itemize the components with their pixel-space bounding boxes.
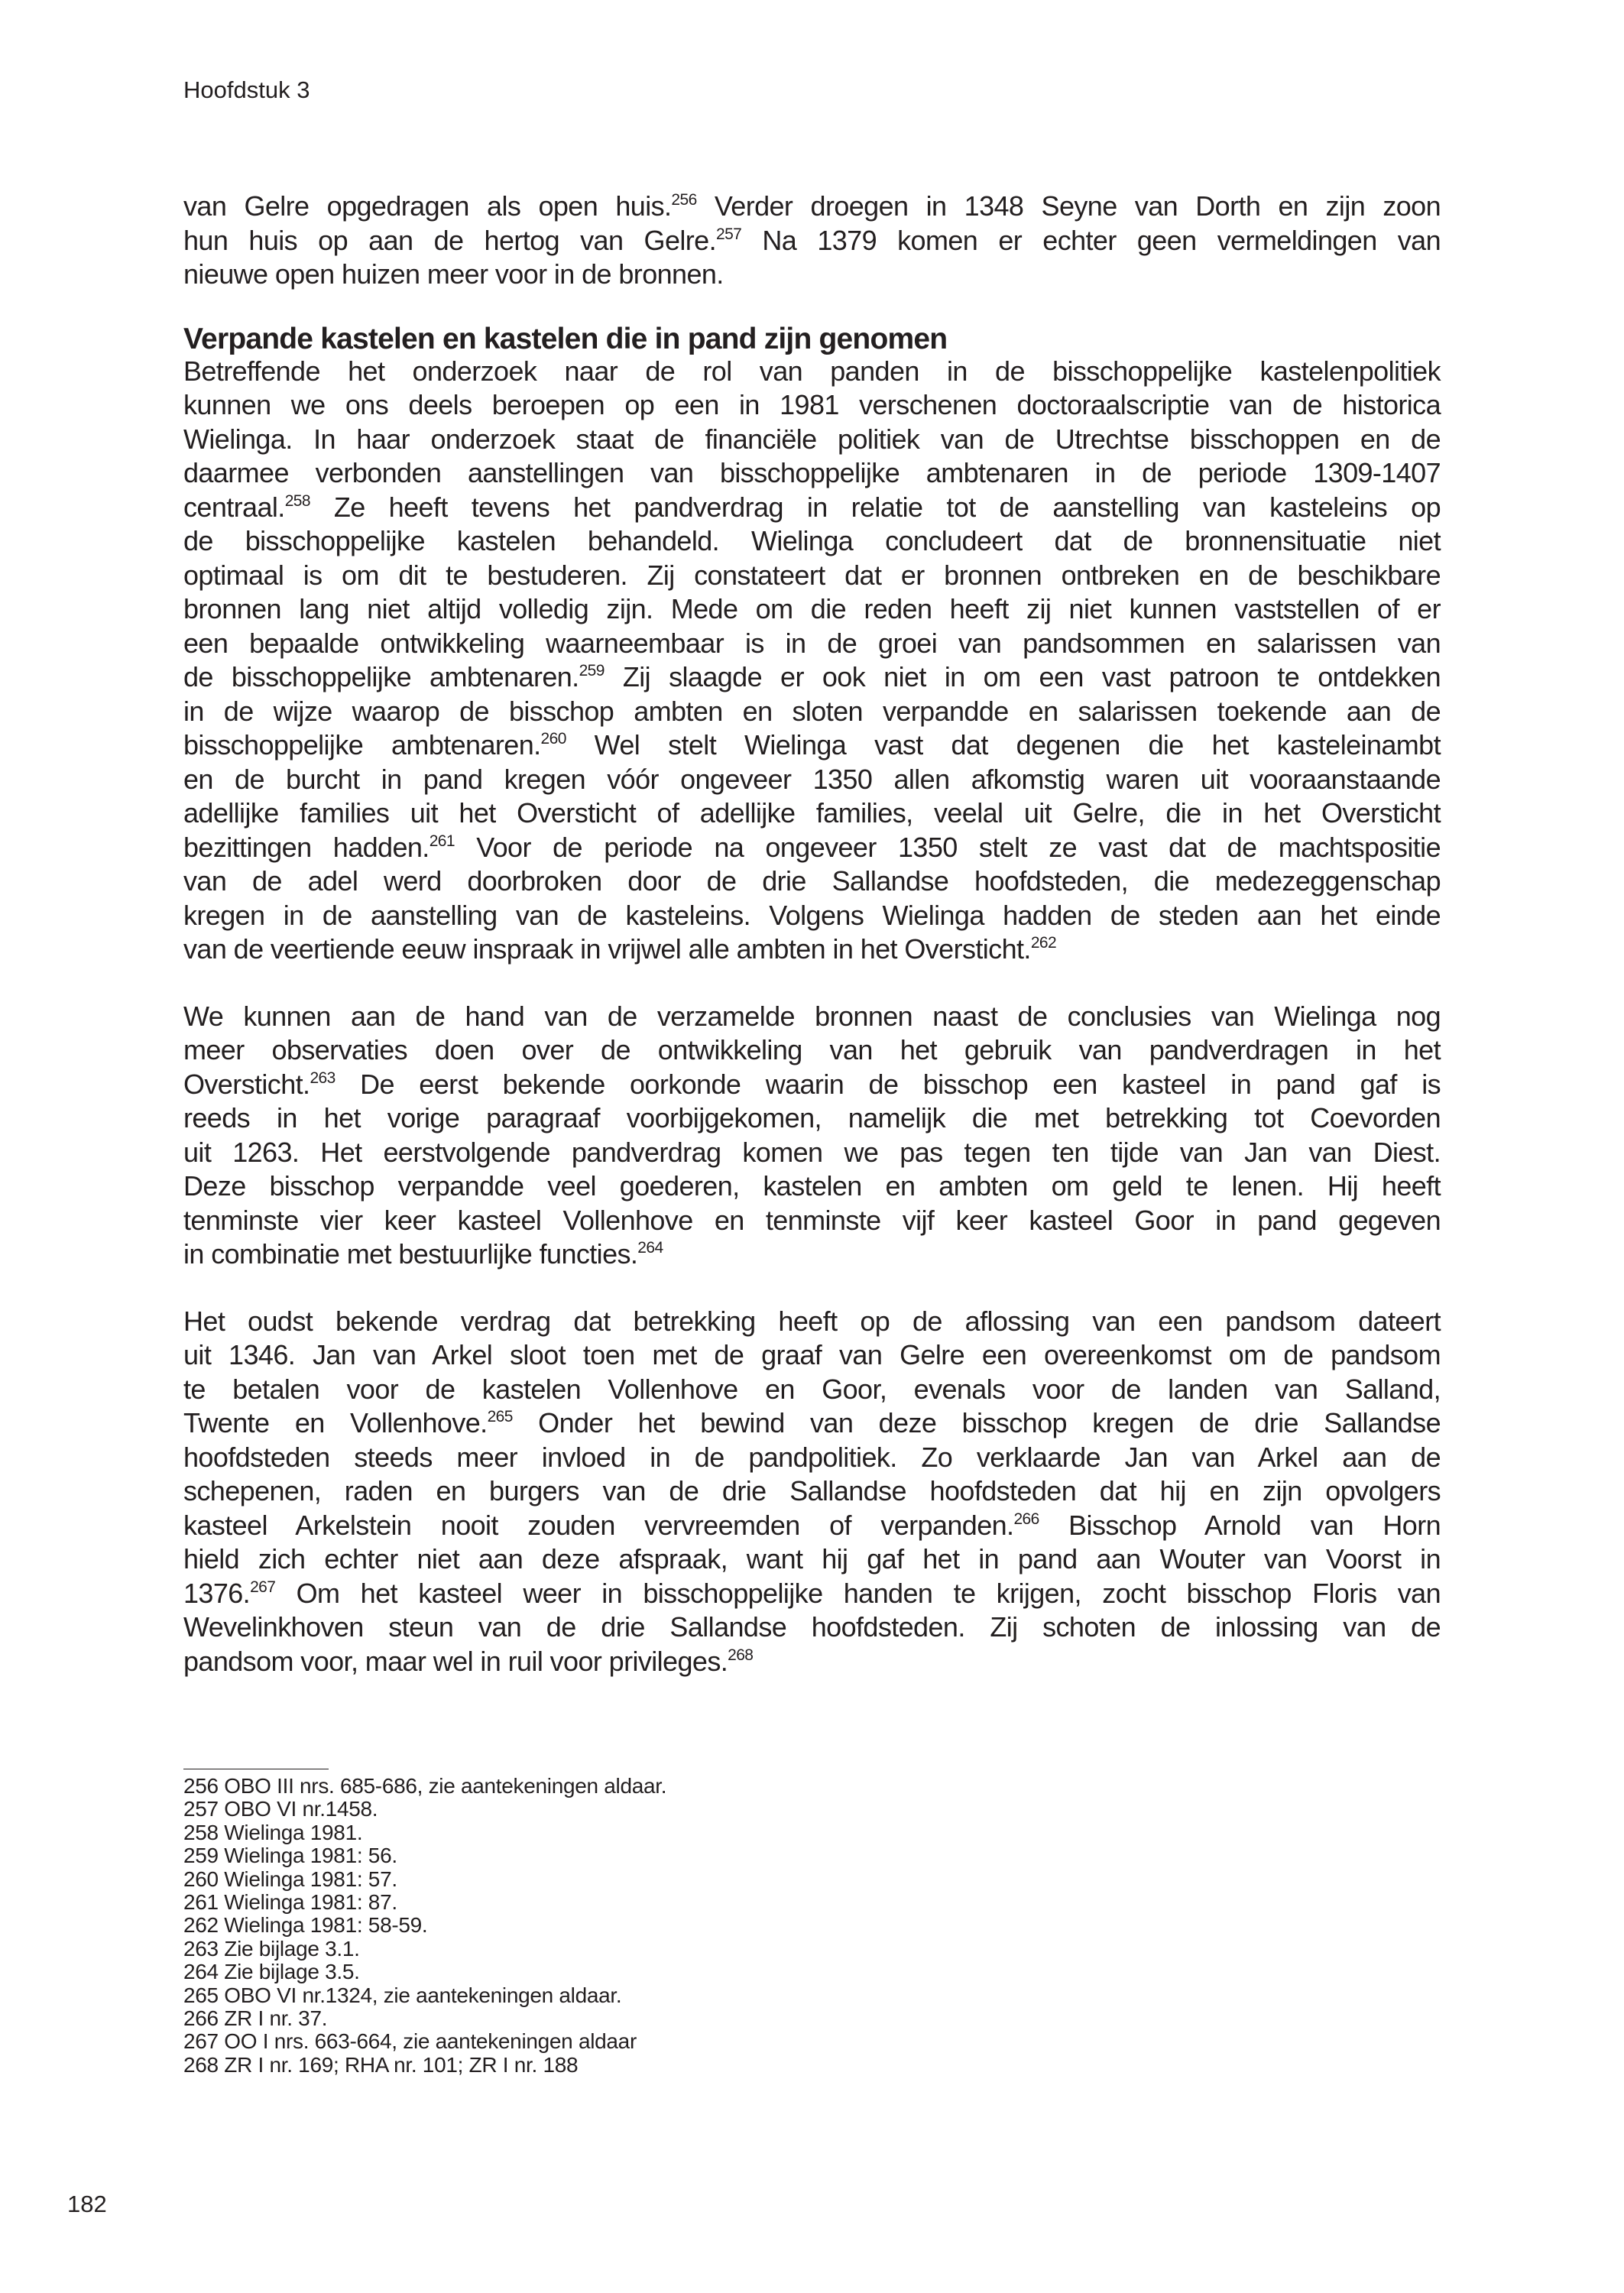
footnote-reference[interactable]: 258 [284, 491, 310, 510]
footnote: 256 OBO III nrs. 685-686, zie aantekeningen aldaar. [183, 1774, 667, 1798]
footnote: 263 Zie bijlage 3.1. [183, 1936, 360, 1961]
text-line: kasteel Arkelstein nooit zouden vervreemden of verpanden.$^{266}$ Bisschop Arnold van Horn [183, 1509, 1441, 1541]
paragraph [183, 355, 1441, 967]
text-line: bezittingen hadden.$^{261}$ Voor de periode na ongeveer 1350 stelt ze vast dat de machtspositie [183, 831, 1441, 863]
paragraph-gap [183, 1272, 1441, 1305]
footnote: 268 ZR I nr. 169; RHA nr. 101; ZR I nr. 188 [183, 2052, 579, 2077]
footnote: 267 OO I nrs. 663-664, zie aantekeningen aldaar [183, 2029, 637, 2054]
text-line: te betalen voor de kastelen Vollenhove en Goor, evenals voor de landen van Salland, [183, 1373, 1441, 1405]
text-line: in combinatie met bestuurlijke functies.$^{264}$ [183, 1238, 663, 1270]
text-line: van de veertiende eeuw inspraak in vrijwel alle ambten in het Oversticht.$^{262}$ [183, 933, 1057, 965]
footnote: 266 ZR I nr. 37. [183, 2006, 328, 2030]
footnote: 264 Zie bijlage 3.5. [183, 1960, 360, 1984]
paragraph [183, 1000, 1441, 1272]
text-line: kregen in de aanstelling van de kasteleins. Volgens Wielinga hadden de steden aan het einde [183, 899, 1441, 931]
text-line: hield zich echter niet aan deze afspraak, want hij gaf het in pand aan Wouter van Voorst in [183, 1543, 1441, 1575]
text-line: Oversticht.$^{263}$ De eerst bekende oorkonde waarin de bisschop een kasteel in pand gaf is [183, 1068, 1441, 1100]
footnote-reference[interactable]: 257 [715, 225, 742, 243]
text-line: hoofdsteden steeds meer invloed in de pandpolitiek. Zo verklaarde Jan van Arkel aan de [183, 1441, 1441, 1473]
text-line: Wielinga. In haar onderzoek staat de financiële politiek van de Utrechtse bisschoppen en de [183, 423, 1441, 455]
text-line: We kunnen aan de hand van de verzamelde bronnen naast de conclusies van Wielinga nog [183, 1000, 1441, 1032]
footnote-reference[interactable]: 259 [579, 662, 605, 679]
page-number: 182 [67, 2191, 107, 2217]
footnote: 257 OBO VI nr.1458. [183, 1797, 378, 1821]
footnote: 260 Wielinga 1981: 57. [183, 1867, 397, 1891]
text-line: de bisschoppelijke ambtenaren.$^{259}$ Zij slaagde er ook niet in om een vast patroon te ontdekken [183, 661, 1441, 692]
text-line: hun huis op aan de hertog van Gelre.$^{257}$ Na 1379 komen er echter geen vermeldingen van [183, 224, 1441, 256]
footnote: 265 OBO VI nr.1324, zie aantekeningen aldaar. [183, 1983, 622, 2007]
footnotes [183, 1775, 666, 2077]
text-line: optimaal is om dit te bestuderen. Zij constateert dat er bronnen ontbreken en de beschikbare [183, 559, 1441, 591]
text-line: adellijke families uit het Oversticht of adellijke families, veelal uit Gelre, die in het Oversticht [183, 797, 1441, 829]
text-line: bronnen lang niet altijd volledig zijn. Mede om die reden heeft zij niet kunnen vaststellen of er [183, 593, 1441, 624]
text-line: centraal.$^{258}$ Ze heeft tevens het pandverdrag in relatie tot de aanstelling van kasteleins op [183, 491, 1441, 523]
text-line: uit 1346. Jan van Arkel sloot toen met de graaf van Gelre een overeenkomst om de pandsom [183, 1339, 1441, 1370]
body-text [183, 190, 1441, 1678]
text-line: Wevelinkhoven steun van de drie Sallandse hoofdsteden. Zij schoten de inlossing van de [183, 1611, 1441, 1643]
text-line: kunnen we ons deels beroepen op een in 1981 verschenen doctoraalscriptie van de historica [183, 389, 1441, 420]
footnote-reference[interactable]: 266 [1013, 1510, 1039, 1528]
text-line: meer observaties doen over de ontwikkeling van het gebruik van pandverdragen in het [183, 1034, 1441, 1065]
text-line: van de adel werd doorbroken door de drie Sallandse hoofdsteden, die medezeggenschap [183, 865, 1441, 897]
footnote-reference[interactable]: 263 [310, 1069, 335, 1087]
text-line: uit 1263. Het eerstvolgende pandverdrag komen we pas tegen ten tijde van Jan van Diest. [183, 1136, 1441, 1168]
text-line: een bepaalde ontwikkeling waarneembaar is in de groei van pandsommen en salarissen van [183, 627, 1441, 659]
text-line: Betreffende het onderzoek naar de rol van panden in de bisschoppelijke kastelenpolitiek [183, 355, 1441, 387]
text-line: Deze bisschop verpandde veel goederen, kastelen en ambten om geld te lenen. Hij heeft [183, 1170, 1441, 1202]
footnote-reference[interactable]: 264 [637, 1239, 663, 1257]
paragraph-gap [183, 967, 1441, 1000]
text-line: tenminste vier keer kasteel Vollenhove en tenminste vijf keer kasteel Goor in pand gegeven [183, 1204, 1441, 1236]
text-line: bisschoppelijke ambtenaren.$^{260}$ Wel stelt Wielinga vast dat degenen die het kasteleinambt [183, 729, 1441, 761]
footnote-reference[interactable]: 268 [728, 1646, 754, 1664]
footnote-reference[interactable]: 267 [250, 1578, 276, 1596]
footnote: 262 Wielinga 1981: 58-59. [183, 1913, 428, 1938]
text-line: nieuwe open huizen meer voor in de bronnen. [183, 258, 724, 290]
footnote-reference[interactable]: 265 [487, 1408, 513, 1425]
footnote-reference[interactable]: 260 [540, 730, 566, 748]
footnote: 258 Wielinga 1981. [183, 1820, 363, 1844]
footnote-reference[interactable]: 261 [429, 832, 455, 850]
text-line: schepenen, raden en burgers van de drie Sallandse hoofdsteden dat hij en zijn opvolgers [183, 1475, 1441, 1507]
paragraph [183, 1305, 1441, 1679]
text-line: pandsom voor, maar wel in ruil voor privileges.$^{268}$ [183, 1645, 754, 1677]
section-heading: Verpande kastelen en kastelen die in pand zijn genomen [183, 322, 948, 355]
text-line: Het oudst bekende verdrag dat betrekking heeft op de aflossing van een pandsom dateert [183, 1305, 1441, 1337]
text-line: Twente en Vollenhove.$^{265}$ Onder het bewind van deze bisschop kregen de drie Sallandse [183, 1407, 1441, 1438]
running-head: Hoofdstuk 3 [183, 76, 310, 103]
footnote: 259 Wielinga 1981: 56. [183, 1844, 397, 1868]
text-line: daarmee verbonden aanstellingen van bisschoppelijke ambtenaren in de periode 1309-1407 [183, 457, 1441, 488]
text-line: de bisschoppelijke kastelen behandeld. Wielinga concludeert dat de bronnensituatie niet [183, 525, 1441, 556]
footnote-reference[interactable]: 262 [1030, 934, 1057, 952]
text-line: in de wijze waarop de bisschop ambten en sloten verpandde en salarissen toekende aan de [183, 695, 1441, 727]
paragraph [183, 190, 1441, 292]
footnote: 261 Wielinga 1981: 87. [183, 1889, 397, 1914]
text-line: en de burcht in pand kregen vóór ongeveer 1350 allen afkomstig waren uit vooraanstaande [183, 763, 1441, 795]
text-line: 1376.$^{267}$ Om het kasteel weer in bisschoppelijke handen te krijgen, zocht bisschop Floris van [183, 1577, 1441, 1609]
text-line: reeds in het vorige paragraaf voorbijgekomen, namelijk die met betrekking tot Coevorden [183, 1102, 1441, 1134]
text-line: van Gelre opgedragen als open huis.$^{256}$ Verder droegen in 1348 Seyne van Dorth en zijn zoon [183, 190, 1441, 222]
footnote-reference[interactable]: 256 [671, 191, 697, 209]
